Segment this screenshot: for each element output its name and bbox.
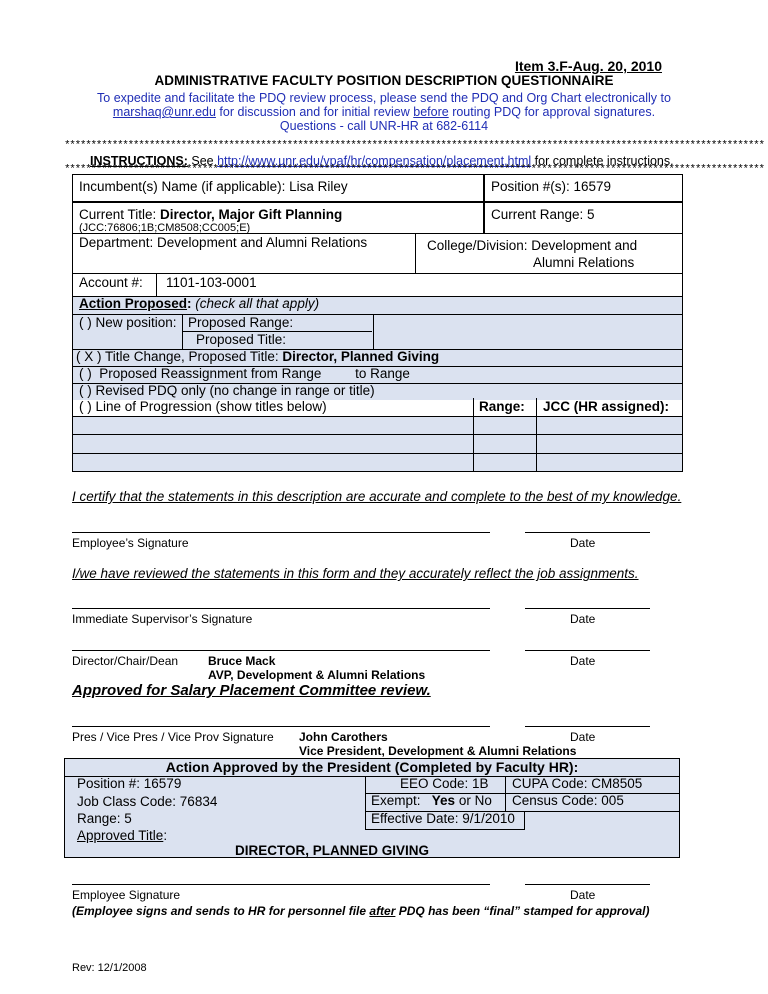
pres-rule-3 bbox=[365, 829, 525, 830]
email-link[interactable]: marshaq@unr.edu bbox=[112, 105, 216, 119]
reviewed-statement: I/we have reviewed the statements in this form and they accurately reflect the job assignments. bbox=[72, 566, 639, 581]
supervisor-signature-label: Immediate Supervisor’s Signature bbox=[72, 612, 253, 626]
employee-date-label: Date bbox=[570, 536, 596, 550]
instructions-label: INSTRUCTIONS: bbox=[90, 154, 188, 168]
intro-line-1: To expedite and facilitate the PDQ review process, please send the PDQ and Org Chart electronically to bbox=[97, 91, 671, 105]
director-date-label: Date bbox=[570, 654, 596, 668]
item-number: Item 3.F-Aug. 20, 2010 bbox=[514, 58, 662, 74]
prog-col-2 bbox=[536, 398, 537, 472]
pres-title: Vice President, Development & Alumni Relations bbox=[299, 744, 577, 758]
pres-census: Census Code: 005 bbox=[512, 793, 624, 808]
current-range[interactable]: Current Range: 5 bbox=[491, 207, 595, 222]
certify-statement: I certify that the statements in this description are accurate and complete to the best of my knowledge. bbox=[72, 489, 682, 504]
proposed-title[interactable]: Proposed Title: bbox=[196, 332, 287, 347]
progression-table bbox=[72, 416, 683, 472]
final-employee-signature-label: Employee Signature bbox=[72, 888, 181, 902]
progression-checkbox[interactable]: ( ) Line of Progression (show titles below) bbox=[79, 399, 327, 414]
prog-rule-2 bbox=[72, 453, 683, 454]
pres-col-2 bbox=[505, 776, 506, 812]
position-number[interactable]: Position #(s): 16579 bbox=[491, 179, 612, 194]
title-change-checkbox[interactable] bbox=[76, 349, 439, 364]
page-title: ADMINISTRATIVE FACULTY POSITION DESCRIPTION QUESTIONNAIRE bbox=[154, 73, 614, 88]
pres-position: Position #: 16579 bbox=[77, 776, 182, 791]
supervisor-signature-line[interactable] bbox=[72, 608, 490, 609]
instructions-link[interactable]: http://www.unr.edu/vpaf/hr/compensation/placement.html bbox=[217, 154, 532, 168]
exempt-label: Exempt: bbox=[371, 793, 432, 808]
pres-signature-line[interactable] bbox=[72, 726, 490, 727]
exempt-yes: Yes bbox=[431, 793, 456, 808]
pres-signature-label: Pres / Vice Pres / Vice Prov Signature bbox=[72, 730, 274, 744]
employee-signature-line[interactable] bbox=[72, 532, 490, 533]
jcc-header: JCC (HR assigned): bbox=[543, 399, 670, 414]
approved-title-label: Approved Title: bbox=[77, 828, 168, 843]
reassignment-checkbox[interactable]: ( ) Proposed Reassignment from Range to Range bbox=[79, 366, 410, 381]
star-divider-bottom: ************************************************************************************************************************************ bbox=[64, 164, 764, 176]
pres-date-line[interactable] bbox=[525, 726, 650, 727]
pres-col-3 bbox=[524, 811, 525, 830]
account-number[interactable]: 1101-103-0001 bbox=[166, 275, 257, 290]
pres-name: John Carothers bbox=[299, 730, 388, 744]
range-header: Range: bbox=[479, 399, 525, 414]
employee-signature-label: Employee’s Signature bbox=[72, 536, 189, 550]
college-line-1[interactable]: College/Division: Development and bbox=[427, 238, 638, 253]
footer-note-post: PDQ has been “final” stamped for approval) bbox=[395, 904, 650, 918]
intro-before: before bbox=[413, 105, 449, 119]
revision-date: Rev: 12/1/2008 bbox=[72, 962, 147, 974]
pres-cupa: CUPA Code: CM8505 bbox=[512, 776, 643, 791]
director-signature-label: Director/Chair/Dean bbox=[72, 654, 179, 668]
pres-exempt[interactable] bbox=[371, 793, 492, 808]
title-change-label: ( X ) Title Change, Proposed Title: bbox=[76, 349, 283, 364]
incumbent-name[interactable]: Incumbent(s) Name (if applicable): Lisa Riley bbox=[79, 179, 348, 194]
director-name: Bruce Mack bbox=[208, 654, 276, 668]
approved-title-text: Approved Title bbox=[77, 828, 164, 843]
intro-text-b: routing PDQ for approval signatures. bbox=[448, 105, 656, 119]
star-divider-top: ************************************************************************************************************************************ bbox=[64, 140, 764, 152]
supervisor-date-label: Date bbox=[570, 612, 596, 626]
pres-date-label: Date bbox=[570, 730, 596, 744]
final-employee-signature-line[interactable] bbox=[72, 884, 490, 885]
pres-effective-date: Effective Date: 9/1/2010 bbox=[371, 811, 515, 826]
action-note: (check all that apply) bbox=[195, 296, 320, 311]
college-line-2: Alumni Relations bbox=[533, 255, 635, 270]
current-title-value: Director, Major Gift Planning bbox=[160, 207, 343, 222]
director-title: AVP, Development & Alumni Relations bbox=[208, 668, 426, 682]
intro-line-3: Questions - call UNR-HR at 682-6114 bbox=[279, 119, 489, 133]
proposed-range[interactable]: Proposed Range: bbox=[188, 315, 294, 330]
current-title[interactable] bbox=[79, 207, 342, 222]
intro-line-2 bbox=[0, 105, 768, 119]
account-label: Account #: bbox=[79, 275, 143, 290]
approved-statement: Approved for Salary Placement Committee review. bbox=[72, 682, 431, 699]
supervisor-date-line[interactable] bbox=[525, 608, 650, 609]
director-signature-line[interactable] bbox=[72, 650, 490, 651]
exempt-no: or No bbox=[455, 793, 492, 808]
pres-col-1 bbox=[365, 776, 366, 830]
prog-rule-1 bbox=[72, 434, 683, 435]
pres-eeo: EEO Code: 1B bbox=[400, 776, 489, 791]
footer-note-pre: (Employee signs and sends to HR for personnel file bbox=[72, 904, 370, 918]
current-title-label: Current Title: bbox=[79, 207, 161, 222]
instructions-pre: See bbox=[187, 154, 218, 168]
intro-text-a: for discussion and for initial review bbox=[215, 105, 414, 119]
footer-note-after: after bbox=[369, 904, 396, 918]
employee-date-line[interactable] bbox=[525, 532, 650, 533]
prog-col-1 bbox=[473, 398, 474, 472]
action-label: Action Proposed bbox=[79, 296, 188, 311]
pres-range: Range: 5 bbox=[77, 811, 132, 826]
account-divider bbox=[156, 274, 157, 296]
new-position-checkbox[interactable]: ( ) New position: bbox=[79, 315, 177, 330]
final-date-label: Date bbox=[570, 888, 596, 902]
jcc-code: (JCC:76806;1B;CM8508;CC005;E) bbox=[79, 222, 251, 234]
intro-note bbox=[0, 91, 768, 133]
action-proposed: Action Proposed: (check all that apply) bbox=[79, 296, 320, 311]
footer-note bbox=[72, 904, 649, 918]
account-row bbox=[72, 274, 683, 296]
approved-title-value: DIRECTOR, PLANNED GIVING bbox=[235, 843, 430, 858]
department[interactable]: Department: Development and Alumni Relations bbox=[79, 235, 368, 250]
pres-job-class: Job Class Code: 76834 bbox=[77, 794, 218, 809]
title-change-value: Director, Planned Giving bbox=[282, 349, 440, 364]
director-date-line[interactable] bbox=[525, 650, 650, 651]
revised-checkbox[interactable]: ( ) Revised PDQ only (no change in range or title) bbox=[79, 383, 375, 398]
final-date-line[interactable] bbox=[525, 884, 650, 885]
instructions-post: for complete instructions. bbox=[531, 154, 674, 168]
president-heading: Action Approved by the President (Completed by Faculty HR): bbox=[165, 759, 579, 775]
